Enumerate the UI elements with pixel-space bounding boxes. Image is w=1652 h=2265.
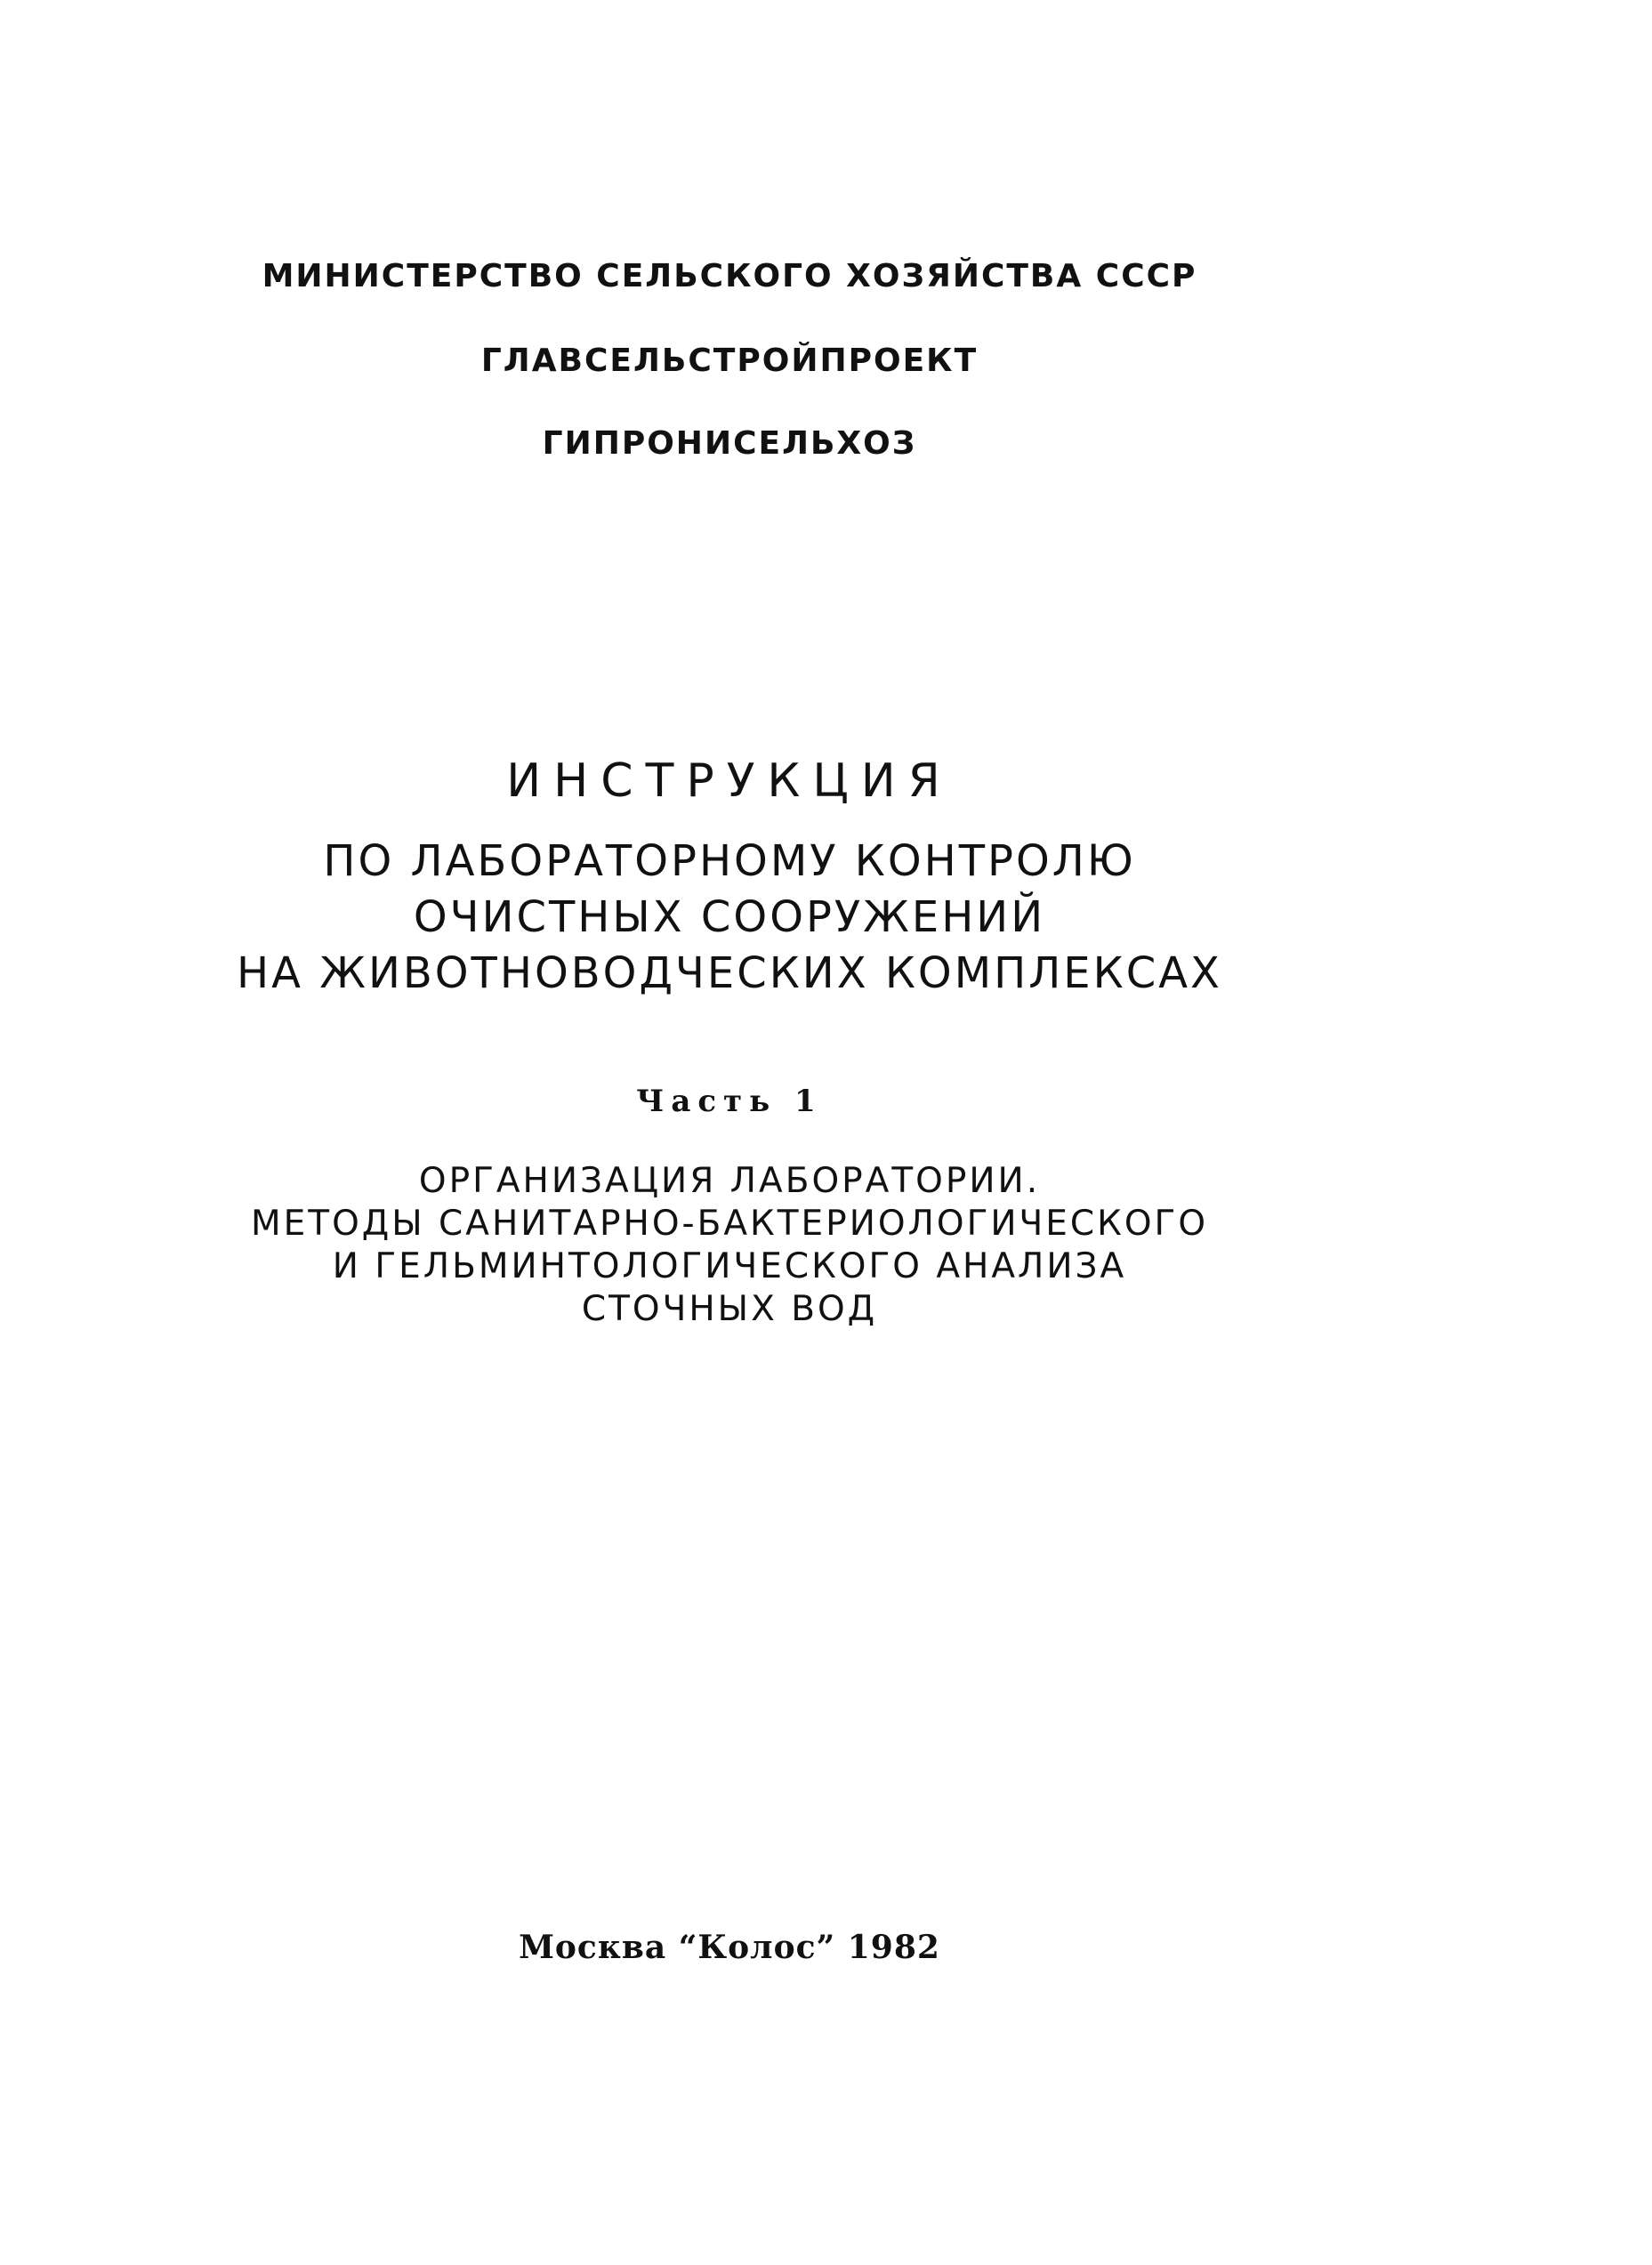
department-name: ГЛАВСЕЛЬСТРОЙПРОЕКТ bbox=[480, 343, 979, 379]
title-line-2: ОЧИСТНЫХ СООРУЖЕНИЙ bbox=[413, 892, 1046, 942]
part-label: Часть 1 bbox=[636, 1084, 823, 1119]
ministry-name: МИНИСТЕРСТВО СЕЛЬСКОГО ХОЗЯЙСТВА СССР bbox=[262, 258, 1197, 294]
institute-name: ГИПРОНИСЕЛЬХОЗ bbox=[542, 425, 917, 462]
title-line-1: ПО ЛАБОРАТОРНОМУ КОНТРОЛЮ bbox=[323, 836, 1136, 886]
part-subtitle-line-4: СТОЧНЫХ ВОД bbox=[581, 1289, 878, 1329]
part-subtitle-line-1: ОРГАНИЗАЦИЯ ЛАБОРАТОРИИ. bbox=[418, 1161, 1041, 1201]
part-subtitle-line-3: И ГЕЛЬМИНТОЛОГИЧЕСКОГО АНАЛИЗА bbox=[332, 1246, 1127, 1286]
part-subtitle-line-2: МЕТОДЫ САНИТАРНО-БАКТЕРИОЛОГИЧЕСКОГО bbox=[250, 1204, 1209, 1244]
publisher-imprint: Москва “Колос” 1982 bbox=[519, 1929, 940, 1966]
document-title: ИНСТРУКЦИЯ bbox=[506, 754, 953, 808]
title-line-3: НА ЖИВОТНОВОДЧЕСКИХ КОМПЛЕКСАХ bbox=[237, 948, 1222, 998]
